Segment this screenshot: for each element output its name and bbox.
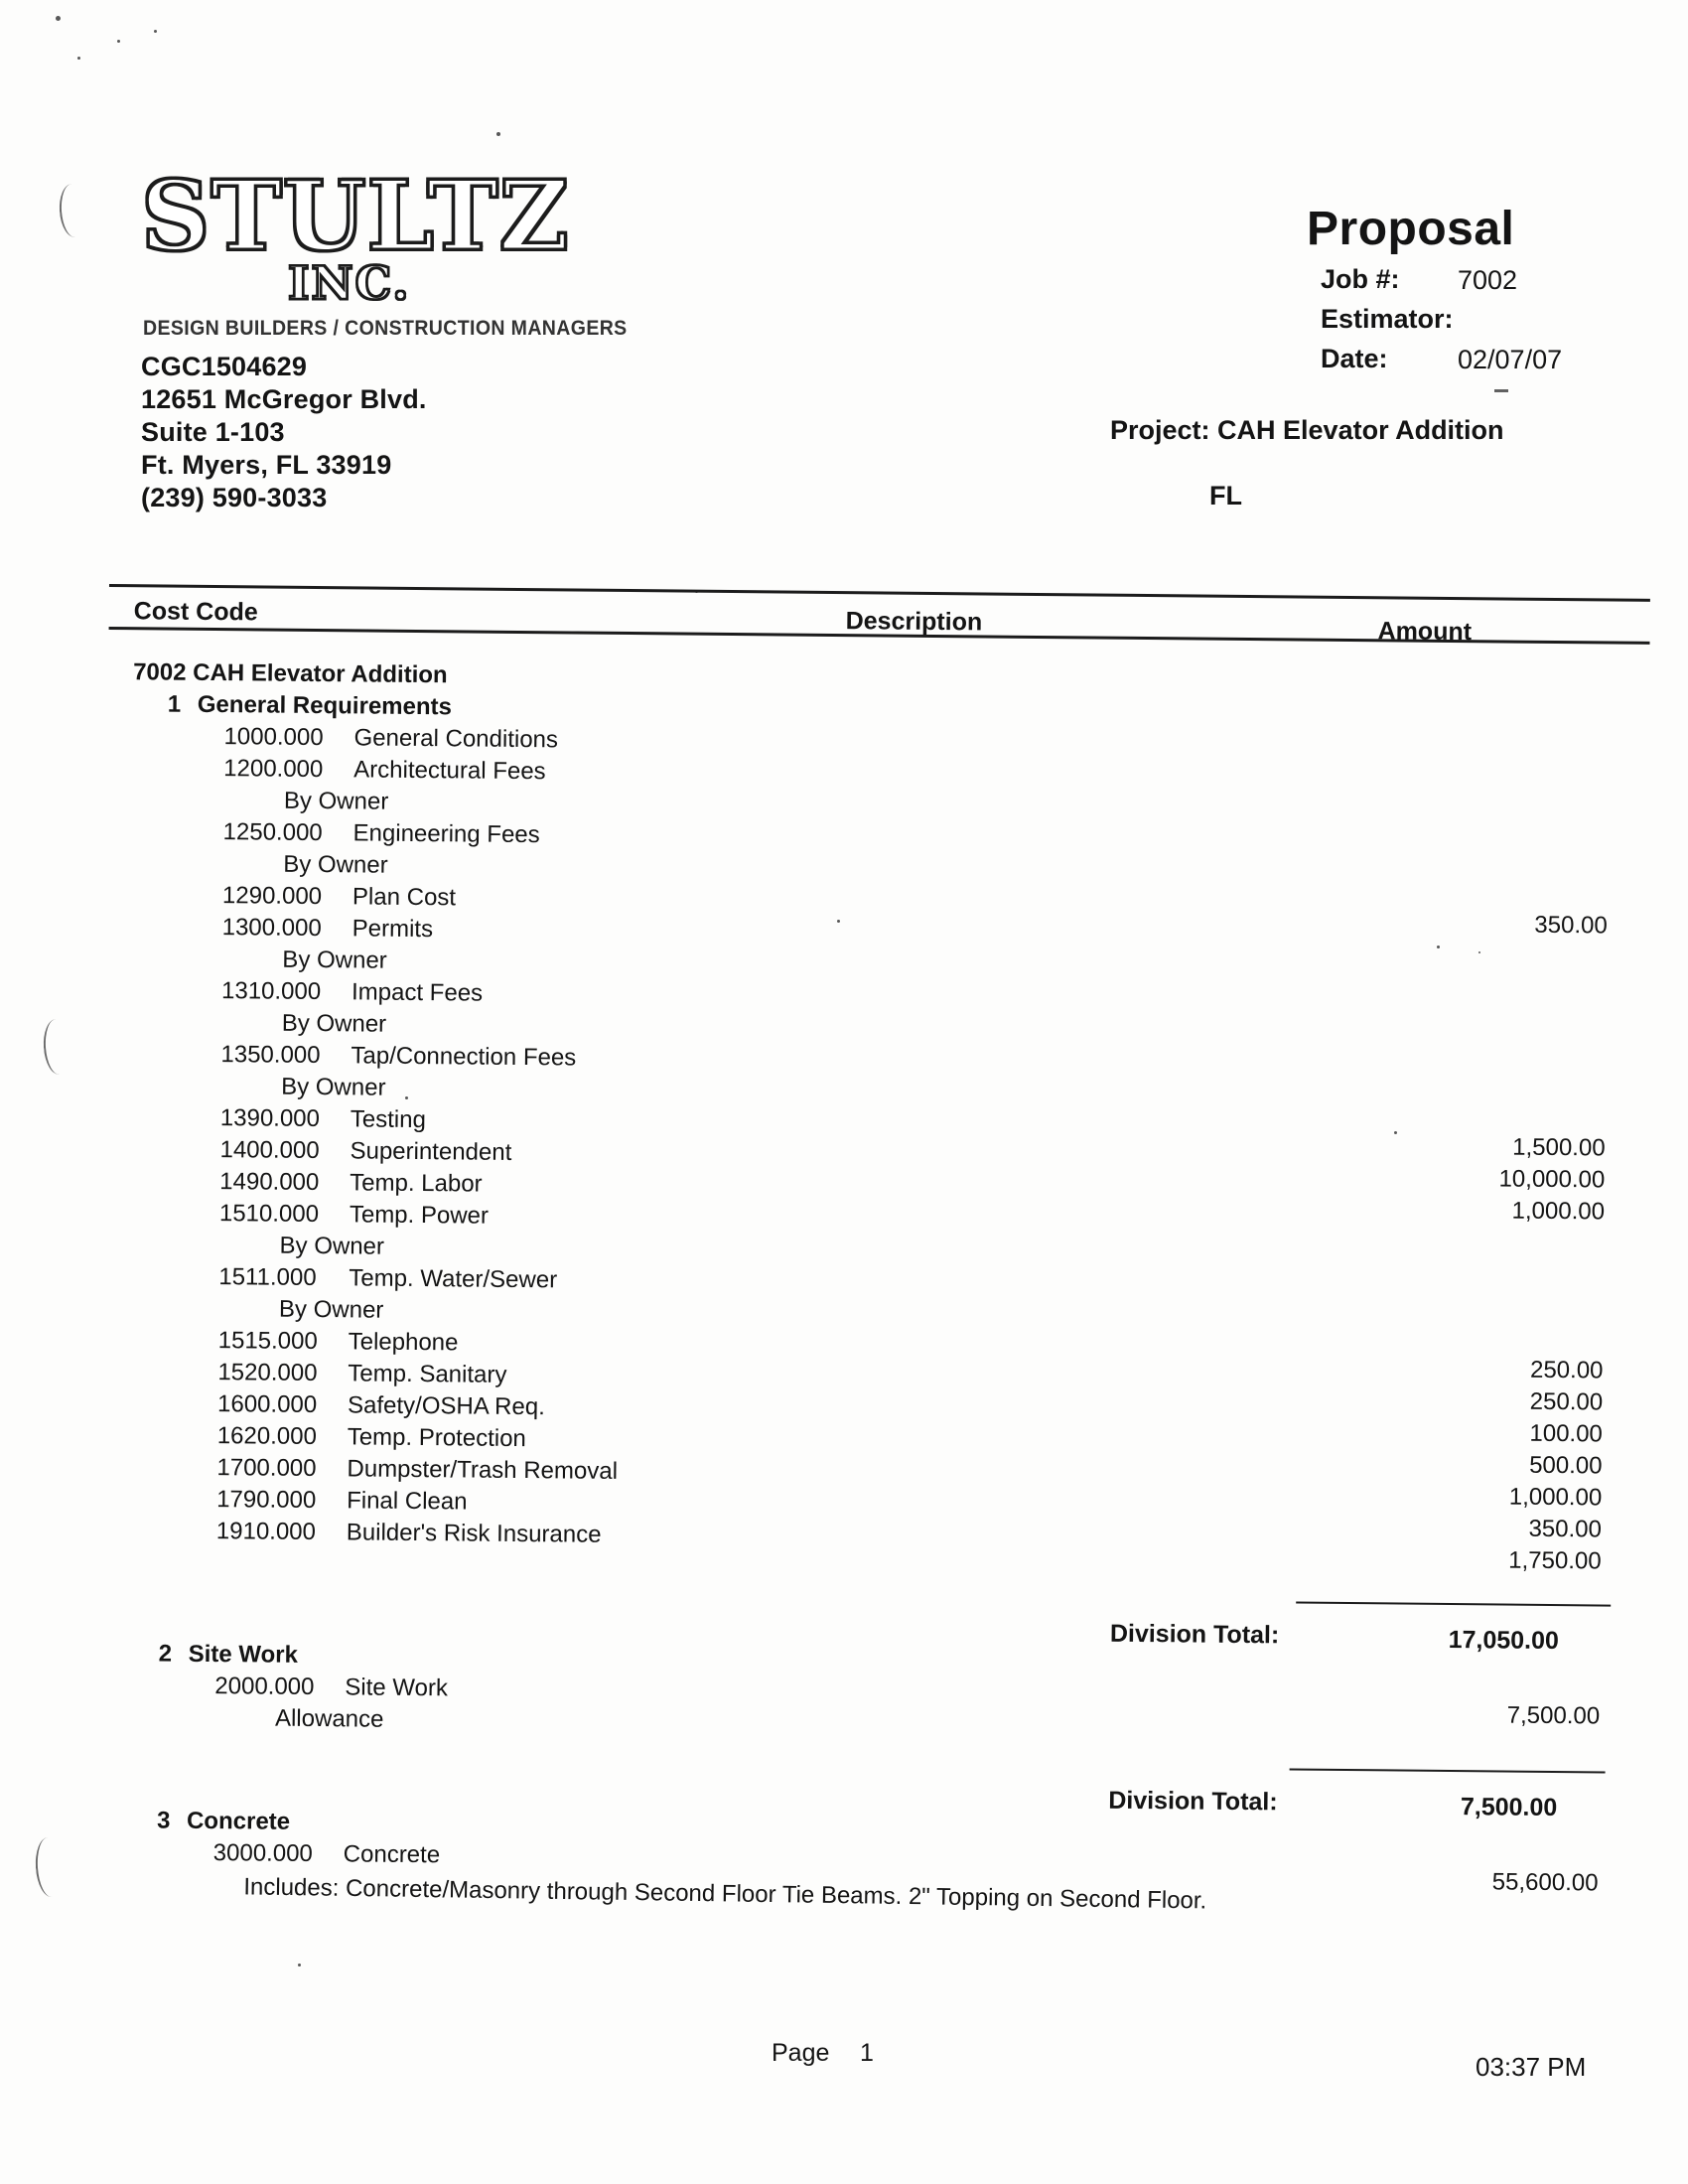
- item-amount: 500.00: [1529, 1451, 1603, 1480]
- project-state: FL: [1209, 481, 1242, 510]
- cost-code: 2000.000: [214, 1673, 315, 1701]
- cost-code: 3000.000: [212, 1839, 313, 1868]
- division-number: 3: [156, 1807, 171, 1834]
- column-header-amount: Amount: [1377, 617, 1473, 647]
- company-phone: (239) 590-3033: [141, 483, 328, 512]
- job-number-label: Job #:: [1321, 264, 1400, 294]
- item-description: Final Clean: [347, 1487, 468, 1516]
- page-label: Page: [772, 2039, 830, 2067]
- page-title: Proposal: [1307, 203, 1515, 255]
- cost-code: 1790.000: [216, 1486, 317, 1515]
- item-description: Temp. Protection: [347, 1423, 526, 1453]
- cost-code: 1310.000: [220, 977, 322, 1006]
- company-address-line3: Ft. Myers, FL 33919: [141, 450, 392, 480]
- company-address-line2: Suite 1-103: [141, 417, 285, 447]
- company-logo-suffix: INC.: [288, 256, 411, 310]
- cost-code: 1000.000: [223, 723, 324, 752]
- includes-note: Includes: Concrete/Masonry through Second Floor Tie Beams. 2" Topping on Second Floor.: [243, 1873, 1207, 1915]
- item-description: Temp. Sanitary: [348, 1360, 507, 1388]
- division-number: 2: [158, 1640, 173, 1668]
- cost-code: 1390.000: [219, 1104, 321, 1133]
- job-number-value: 7002: [1458, 265, 1518, 295]
- date-value: 02/07/07: [1458, 345, 1563, 374]
- table-rule-top: [109, 584, 1650, 602]
- cost-code: 1700.000: [216, 1454, 317, 1483]
- item-description: Temp. Power: [349, 1201, 490, 1230]
- item-amount: 1,000.00: [1508, 1483, 1603, 1512]
- item-amount: 350.00: [1534, 911, 1608, 940]
- by-owner-note: By Owner: [278, 1295, 384, 1324]
- item-description: Tap/Connection Fees: [351, 1042, 577, 1072]
- cost-code: 1515.000: [217, 1327, 318, 1356]
- allowance-note: Allowance: [274, 1704, 384, 1733]
- division-total-rule: [1290, 1768, 1606, 1773]
- item-description: Superintendent: [350, 1137, 512, 1166]
- by-owner-note: By Owner: [282, 946, 387, 974]
- cost-code: 1350.000: [220, 1041, 321, 1070]
- item-amount: 1,750.00: [1508, 1546, 1602, 1575]
- project-title: Project: CAH Elevator Addition: [1110, 415, 1504, 445]
- cost-code: 1620.000: [216, 1422, 318, 1451]
- by-owner-note: By Owner: [281, 1073, 386, 1101]
- division-total-label: Division Total:: [1109, 1619, 1280, 1650]
- item-description: Site Work: [345, 1674, 449, 1702]
- division-total-rule: [1296, 1602, 1611, 1607]
- column-header-cost-code: Cost Code: [133, 597, 258, 627]
- estimator-label: Estimator:: [1321, 304, 1454, 334]
- cost-code: 1600.000: [216, 1390, 318, 1419]
- item-description: Temp. Labor: [350, 1169, 483, 1198]
- item-description: Dumpster/Trash Removal: [347, 1455, 619, 1485]
- item-amount: 1,000.00: [1511, 1197, 1606, 1226]
- division-name: Concrete: [186, 1807, 291, 1835]
- page-number: 1: [860, 2039, 874, 2067]
- print-time: 03:37 PM: [1476, 2052, 1587, 2082]
- cost-code: 1490.000: [219, 1168, 320, 1197]
- cost-code: 1520.000: [217, 1359, 318, 1387]
- cost-code: 1290.000: [221, 882, 323, 911]
- item-description: Impact Fees: [351, 978, 484, 1007]
- date-label: Date:: [1321, 344, 1388, 373]
- by-owner-note: By Owner: [281, 1009, 387, 1038]
- item-amount: 7,500.00: [1506, 1701, 1601, 1730]
- item-description: Engineering Fees: [352, 819, 540, 849]
- item-amount: 1,500.00: [1512, 1133, 1606, 1162]
- item-description: Telephone: [348, 1328, 459, 1357]
- division-name: General Requirements: [197, 690, 453, 721]
- division-total-amount: 7,500.00: [1460, 1793, 1558, 1822]
- cost-code: 1511.000: [218, 1263, 317, 1292]
- division-total-amount: 17,050.00: [1448, 1625, 1559, 1656]
- item-description: Permits: [352, 915, 434, 944]
- cost-code: 1510.000: [218, 1200, 320, 1229]
- item-description: Temp. Water/Sewer: [349, 1264, 558, 1294]
- item-amount: 100.00: [1529, 1419, 1603, 1448]
- cost-code: 1250.000: [222, 818, 323, 847]
- company-license: CGC1504629: [141, 352, 308, 381]
- item-description: Builder's Risk Insurance: [346, 1519, 602, 1548]
- company-logo: STULTZ: [141, 160, 570, 272]
- division-total-label: Division Total:: [1108, 1786, 1278, 1817]
- item-description: Plan Cost: [352, 883, 457, 912]
- division-number: 1: [167, 690, 182, 718]
- item-amount: 55,600.00: [1491, 1868, 1599, 1897]
- cost-code: 1400.000: [219, 1136, 320, 1165]
- division-name: Site Work: [188, 1640, 299, 1669]
- cost-code: 1910.000: [215, 1518, 317, 1546]
- company-tagline: DESIGN BUILDERS / CONSTRUCTION MANAGERS: [143, 317, 628, 340]
- item-description: General Conditions: [353, 724, 559, 754]
- column-header-description: Description: [845, 607, 983, 637]
- company-address-line1: 12651 McGregor Blvd.: [141, 384, 427, 414]
- by-owner-note: By Owner: [279, 1232, 385, 1260]
- item-amount: 350.00: [1528, 1515, 1603, 1543]
- item-description: Testing: [350, 1105, 427, 1134]
- job-title: 7002 CAH Elevator Addition: [133, 658, 448, 689]
- cost-code: 1200.000: [223, 755, 324, 784]
- item-amount: 10,000.00: [1498, 1165, 1606, 1194]
- item-description: Architectural Fees: [353, 756, 546, 786]
- by-owner-note: By Owner: [283, 787, 389, 815]
- item-description: Safety/OSHA Req.: [347, 1391, 545, 1421]
- by-owner-note: By Owner: [283, 850, 388, 879]
- item-amount: 250.00: [1529, 1387, 1604, 1416]
- cost-code: 1300.000: [221, 914, 322, 943]
- item-amount: 250.00: [1529, 1356, 1604, 1384]
- item-description: Concrete: [343, 1840, 441, 1869]
